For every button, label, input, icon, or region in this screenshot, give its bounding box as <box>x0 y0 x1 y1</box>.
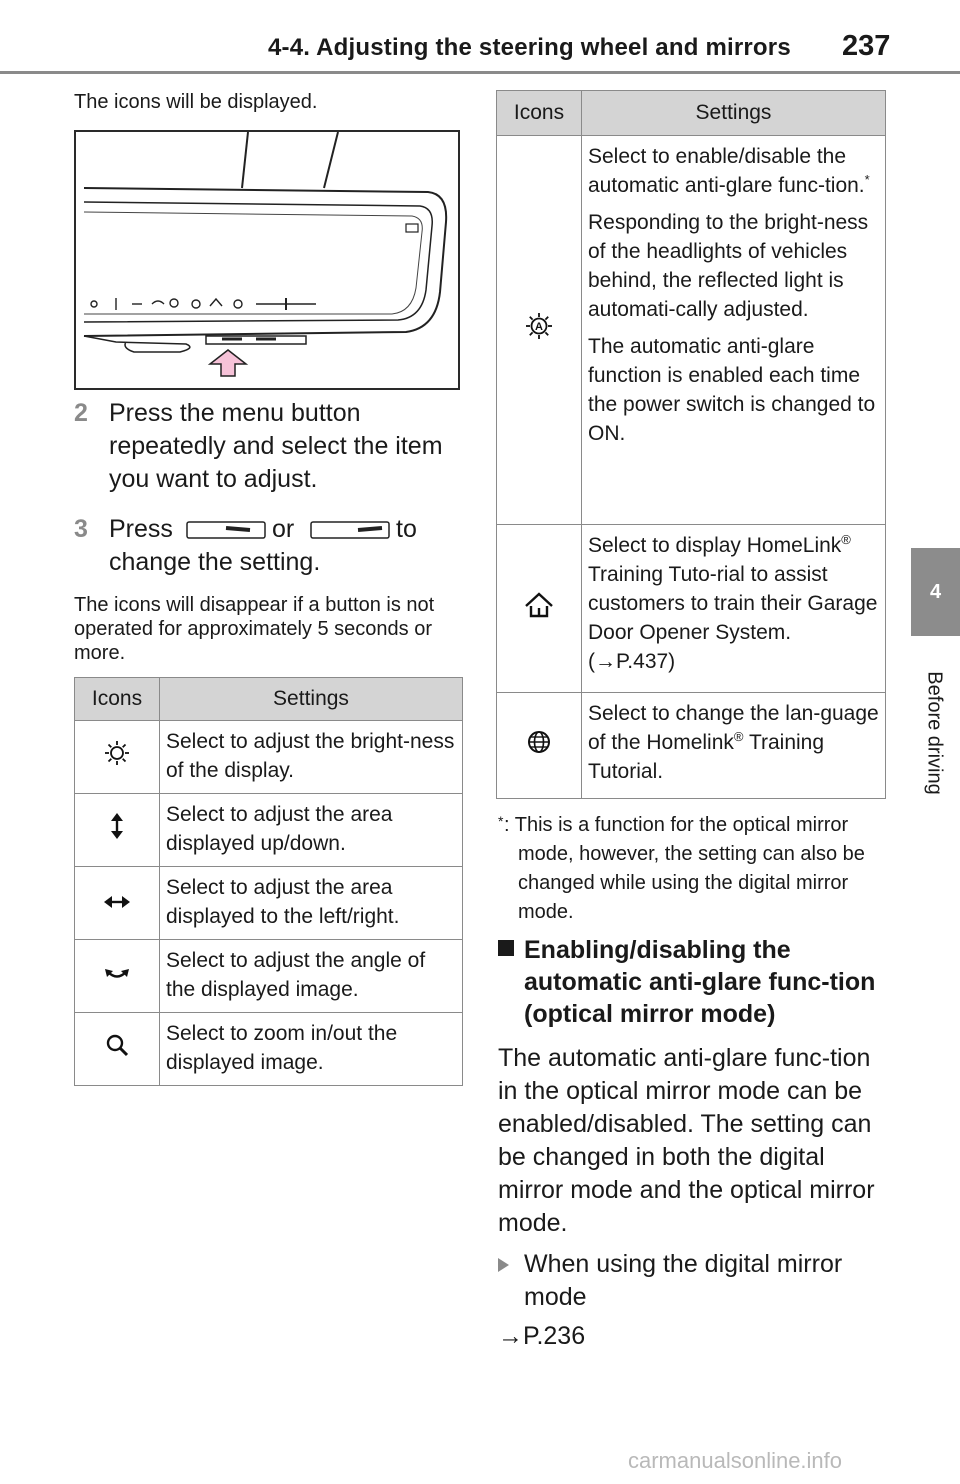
table-row <box>497 525 886 693</box>
page-reference[interactable] <box>498 1322 585 1351</box>
table-header-row <box>75 678 463 721</box>
step-text-press: Press <box>109 515 173 543</box>
svg-text:A: A <box>535 321 543 333</box>
column-header-icons: Icons <box>497 91 582 136</box>
bullet-item <box>498 1248 878 1314</box>
setting-text: Select to adjust the angle of the displayed image. <box>160 940 463 1013</box>
intro-text: The icons will be displayed. <box>74 91 318 113</box>
setting-paragraph: The automatic anti-glare function is enabled each time the power switch is changed to ON. <box>588 335 876 445</box>
brightness-icon <box>104 740 130 766</box>
mirror-illustration <box>74 130 460 390</box>
table-header-row <box>497 91 886 136</box>
step-text-to: to <box>396 515 417 543</box>
icon-cell <box>497 525 582 693</box>
footnote-text: : This is a function for the optical mirror mode, however, the setting can also be changed while using the digital mirror mode. <box>504 814 865 923</box>
setting-paragraph: Responding to the bright-ness of the headlights of vehicles behind, the reflected light is automati-cally adjusted. <box>588 211 869 321</box>
step-number: 3 <box>74 515 88 543</box>
setting-paragraph: Select to change the lan-guage of the Homelink® Training Tutorial. <box>588 702 879 783</box>
square-bullet-icon <box>498 940 514 956</box>
icon-cell <box>75 794 160 867</box>
column-header-settings: Settings <box>160 678 463 721</box>
table-row <box>497 136 886 525</box>
watermark: carmanualsonline.info <box>628 1448 843 1473</box>
section-title: 4-4. Adjusting the steering wheel and mirrors <box>268 34 791 61</box>
setting-text <box>582 136 886 525</box>
table-row <box>75 721 463 794</box>
table-row <box>75 794 463 867</box>
step-3 <box>74 513 454 583</box>
chapter-tab <box>911 548 960 636</box>
chapter-label <box>918 648 950 818</box>
icon-cell <box>75 721 160 794</box>
bullet-text: When using the digital mirror mode <box>524 1250 843 1311</box>
step-2 <box>74 397 454 493</box>
auto-anti-glare-icon <box>525 312 553 340</box>
step-number: 2 <box>74 399 88 427</box>
table-row <box>75 1013 463 1086</box>
setting-text: Select to adjust the area displayed up/down. <box>160 794 463 867</box>
arrow-ref-icon: → <box>498 1322 523 1350</box>
table-row <box>497 693 886 799</box>
triangle-bullet-icon <box>498 1258 509 1272</box>
icons-table-right <box>496 90 886 799</box>
globe-icon <box>527 730 551 754</box>
icons-table-left <box>74 677 463 1086</box>
column-header-icons: Icons <box>75 678 160 721</box>
setting-paragraph: Select to display HomeLink® Training Tuto-rial to assist customers to train their Garage Door Opener System. (→P.437) <box>588 532 878 673</box>
mirror-drawing <box>76 132 458 388</box>
icon-cell <box>75 867 160 940</box>
page-ref-link[interactable]: P.236 <box>523 1322 586 1350</box>
setting-text <box>582 525 886 693</box>
page-number: 237 <box>842 30 891 62</box>
page-ref-link[interactable]: P.437 <box>616 650 669 673</box>
left-button-icon <box>186 521 266 539</box>
icon-cell <box>75 940 160 1013</box>
setting-text <box>582 693 886 799</box>
subsection-heading <box>498 934 878 1028</box>
press-arrow <box>210 350 246 376</box>
setting-paragraph: Select to enable/disable the automatic anti-glare func-tion.* <box>588 145 870 197</box>
setting-text: Select to adjust the bright-ness of the display. <box>160 721 463 794</box>
step-text: Press the menu button repeatedly and select the item you want to adjust. <box>109 399 443 493</box>
right-button-icon <box>310 521 390 539</box>
arrow-ref-icon: → <box>595 650 616 673</box>
disappear-note: The icons will disappear if a button is not operated for approximately 5 seconds or more. <box>74 594 435 664</box>
chapter-number: 4 <box>929 580 942 603</box>
subsection-body: The automatic anti-glare func-tion in the optical mirror mode can be enabled/disabled. The setting can be changed in both the digital mirror mode and the optical mirror mode. <box>498 1044 875 1237</box>
step-text-or: or <box>272 515 295 543</box>
setting-text: Select to adjust the area displayed to the left/right. <box>160 867 463 940</box>
table-row <box>75 940 463 1013</box>
icon-cell <box>497 136 582 525</box>
header-rule <box>0 71 960 74</box>
setting-text: Select to zoom in/out the displayed image. <box>160 1013 463 1086</box>
footnote <box>498 811 878 927</box>
column-header-settings: Settings <box>582 91 886 136</box>
zoom-icon <box>105 1033 129 1057</box>
subsection-title: Enabling/disabling the automatic anti-glare func-tion (optical mirror mode) <box>524 936 876 1028</box>
left-right-arrow-icon <box>104 894 130 910</box>
table-row <box>75 867 463 940</box>
chapter-label-text: Before driving <box>923 671 946 795</box>
icon-cell <box>75 1013 160 1086</box>
footnote-marker: * <box>498 813 504 829</box>
icon-cell <box>497 693 582 799</box>
up-down-arrow-icon <box>109 813 125 839</box>
home-icon <box>524 592 554 618</box>
angle-icon <box>104 967 130 983</box>
step-text-line2: change the setting. <box>109 548 321 576</box>
